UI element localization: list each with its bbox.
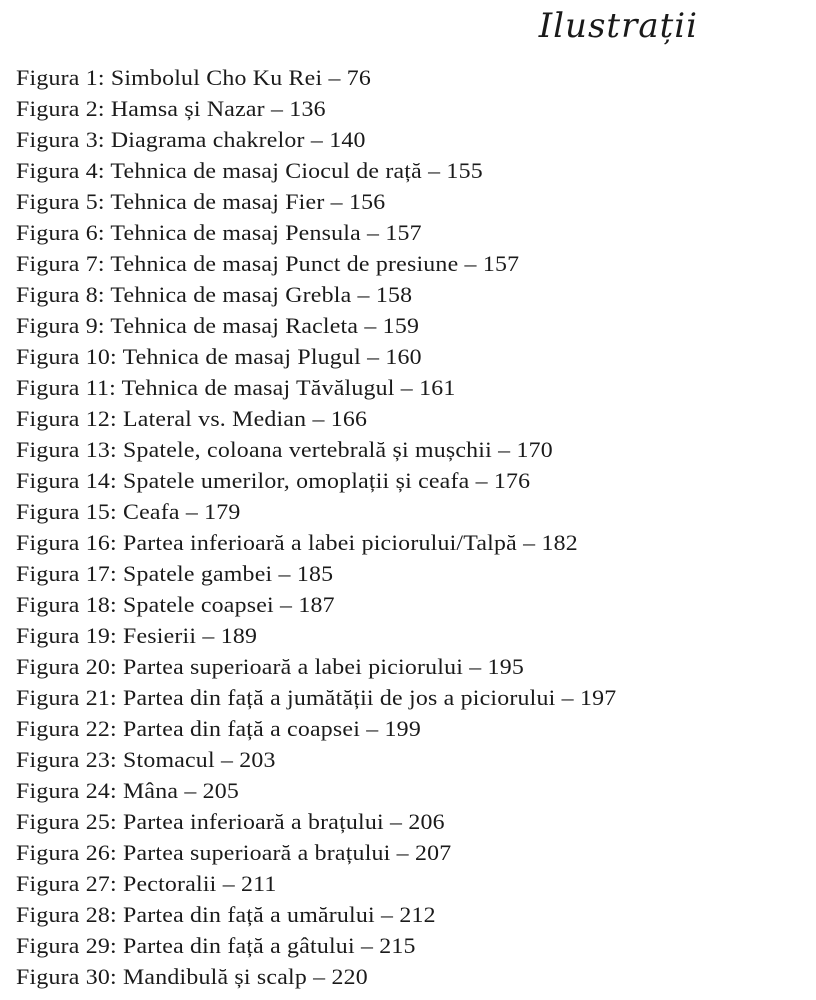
list-item: Figura 10: Tehnica de masaj Plugul – 160 bbox=[16, 344, 422, 369]
figure-list bbox=[16, 62, 806, 992]
list-item: Figura 17: Spatele gambei – 185 bbox=[16, 561, 334, 586]
list-item: Figura 9: Tehnica de masaj Racleta – 159 bbox=[16, 313, 420, 338]
list-item: Figura 28: Partea din față a umărului – 212 bbox=[16, 902, 436, 927]
list-item: Figura 25: Partea inferioară a brațului – 206 bbox=[16, 809, 445, 834]
list-item: Figura 18: Spatele coapsei – 187 bbox=[16, 592, 335, 617]
list-item: Figura 1: Simbolul Cho Ku Rei – 76 bbox=[16, 65, 372, 90]
list-item: Figura 7: Tehnica de masaj Punct de presiune – 157 bbox=[16, 251, 520, 276]
list-item: Figura 11: Tehnica de masaj Tăvălugul – 161 bbox=[16, 375, 456, 400]
list-item: Figura 24: Mâna – 205 bbox=[16, 778, 240, 803]
list-item: Figura 13: Spatele, coloana vertebrală și mușchii – 170 bbox=[16, 437, 553, 462]
list-item: Figura 14: Spatele umerilor, omoplații și ceafa – 176 bbox=[16, 468, 531, 493]
list-item: Figura 29: Partea din față a gâtului – 215 bbox=[16, 933, 416, 958]
list-item: Figura 15: Ceafa – 179 bbox=[16, 499, 241, 524]
list-item: Figura 16: Partea inferioară a labei piciorului/Talpă – 182 bbox=[16, 530, 578, 555]
list-item: Figura 26: Partea superioară a brațului – 207 bbox=[16, 840, 452, 865]
list-item: Figura 20: Partea superioară a labei piciorului – 195 bbox=[16, 654, 524, 679]
list-item: Figura 19: Fesierii – 189 bbox=[16, 623, 258, 648]
list-item: Figura 3: Diagrama chakrelor – 140 bbox=[16, 127, 366, 152]
list-item: Figura 2: Hamsa și Nazar – 136 bbox=[16, 96, 326, 121]
page-title: Ilustrații bbox=[538, 6, 698, 46]
list-item: Figura 30: Mandibulă și scalp – 220 bbox=[16, 964, 368, 989]
list-item: Figura 5: Tehnica de masaj Fier – 156 bbox=[16, 189, 386, 214]
list-item: Figura 8: Tehnica de masaj Grebla – 158 bbox=[16, 282, 413, 307]
list-item: Figura 21: Partea din față a jumătății de jos a piciorului – 197 bbox=[16, 685, 617, 710]
list-item: Figura 4: Tehnica de masaj Ciocul de rață – 155 bbox=[16, 158, 483, 183]
list-item: Figura 23: Stomacul – 203 bbox=[16, 747, 276, 772]
list-item: Figura 22: Partea din față a coapsei – 199 bbox=[16, 716, 421, 741]
list-item: Figura 27: Pectoralii – 211 bbox=[16, 871, 277, 896]
list-item: Figura 12: Lateral vs. Median – 166 bbox=[16, 406, 368, 431]
list-item: Figura 6: Tehnica de masaj Pensula – 157 bbox=[16, 220, 422, 245]
